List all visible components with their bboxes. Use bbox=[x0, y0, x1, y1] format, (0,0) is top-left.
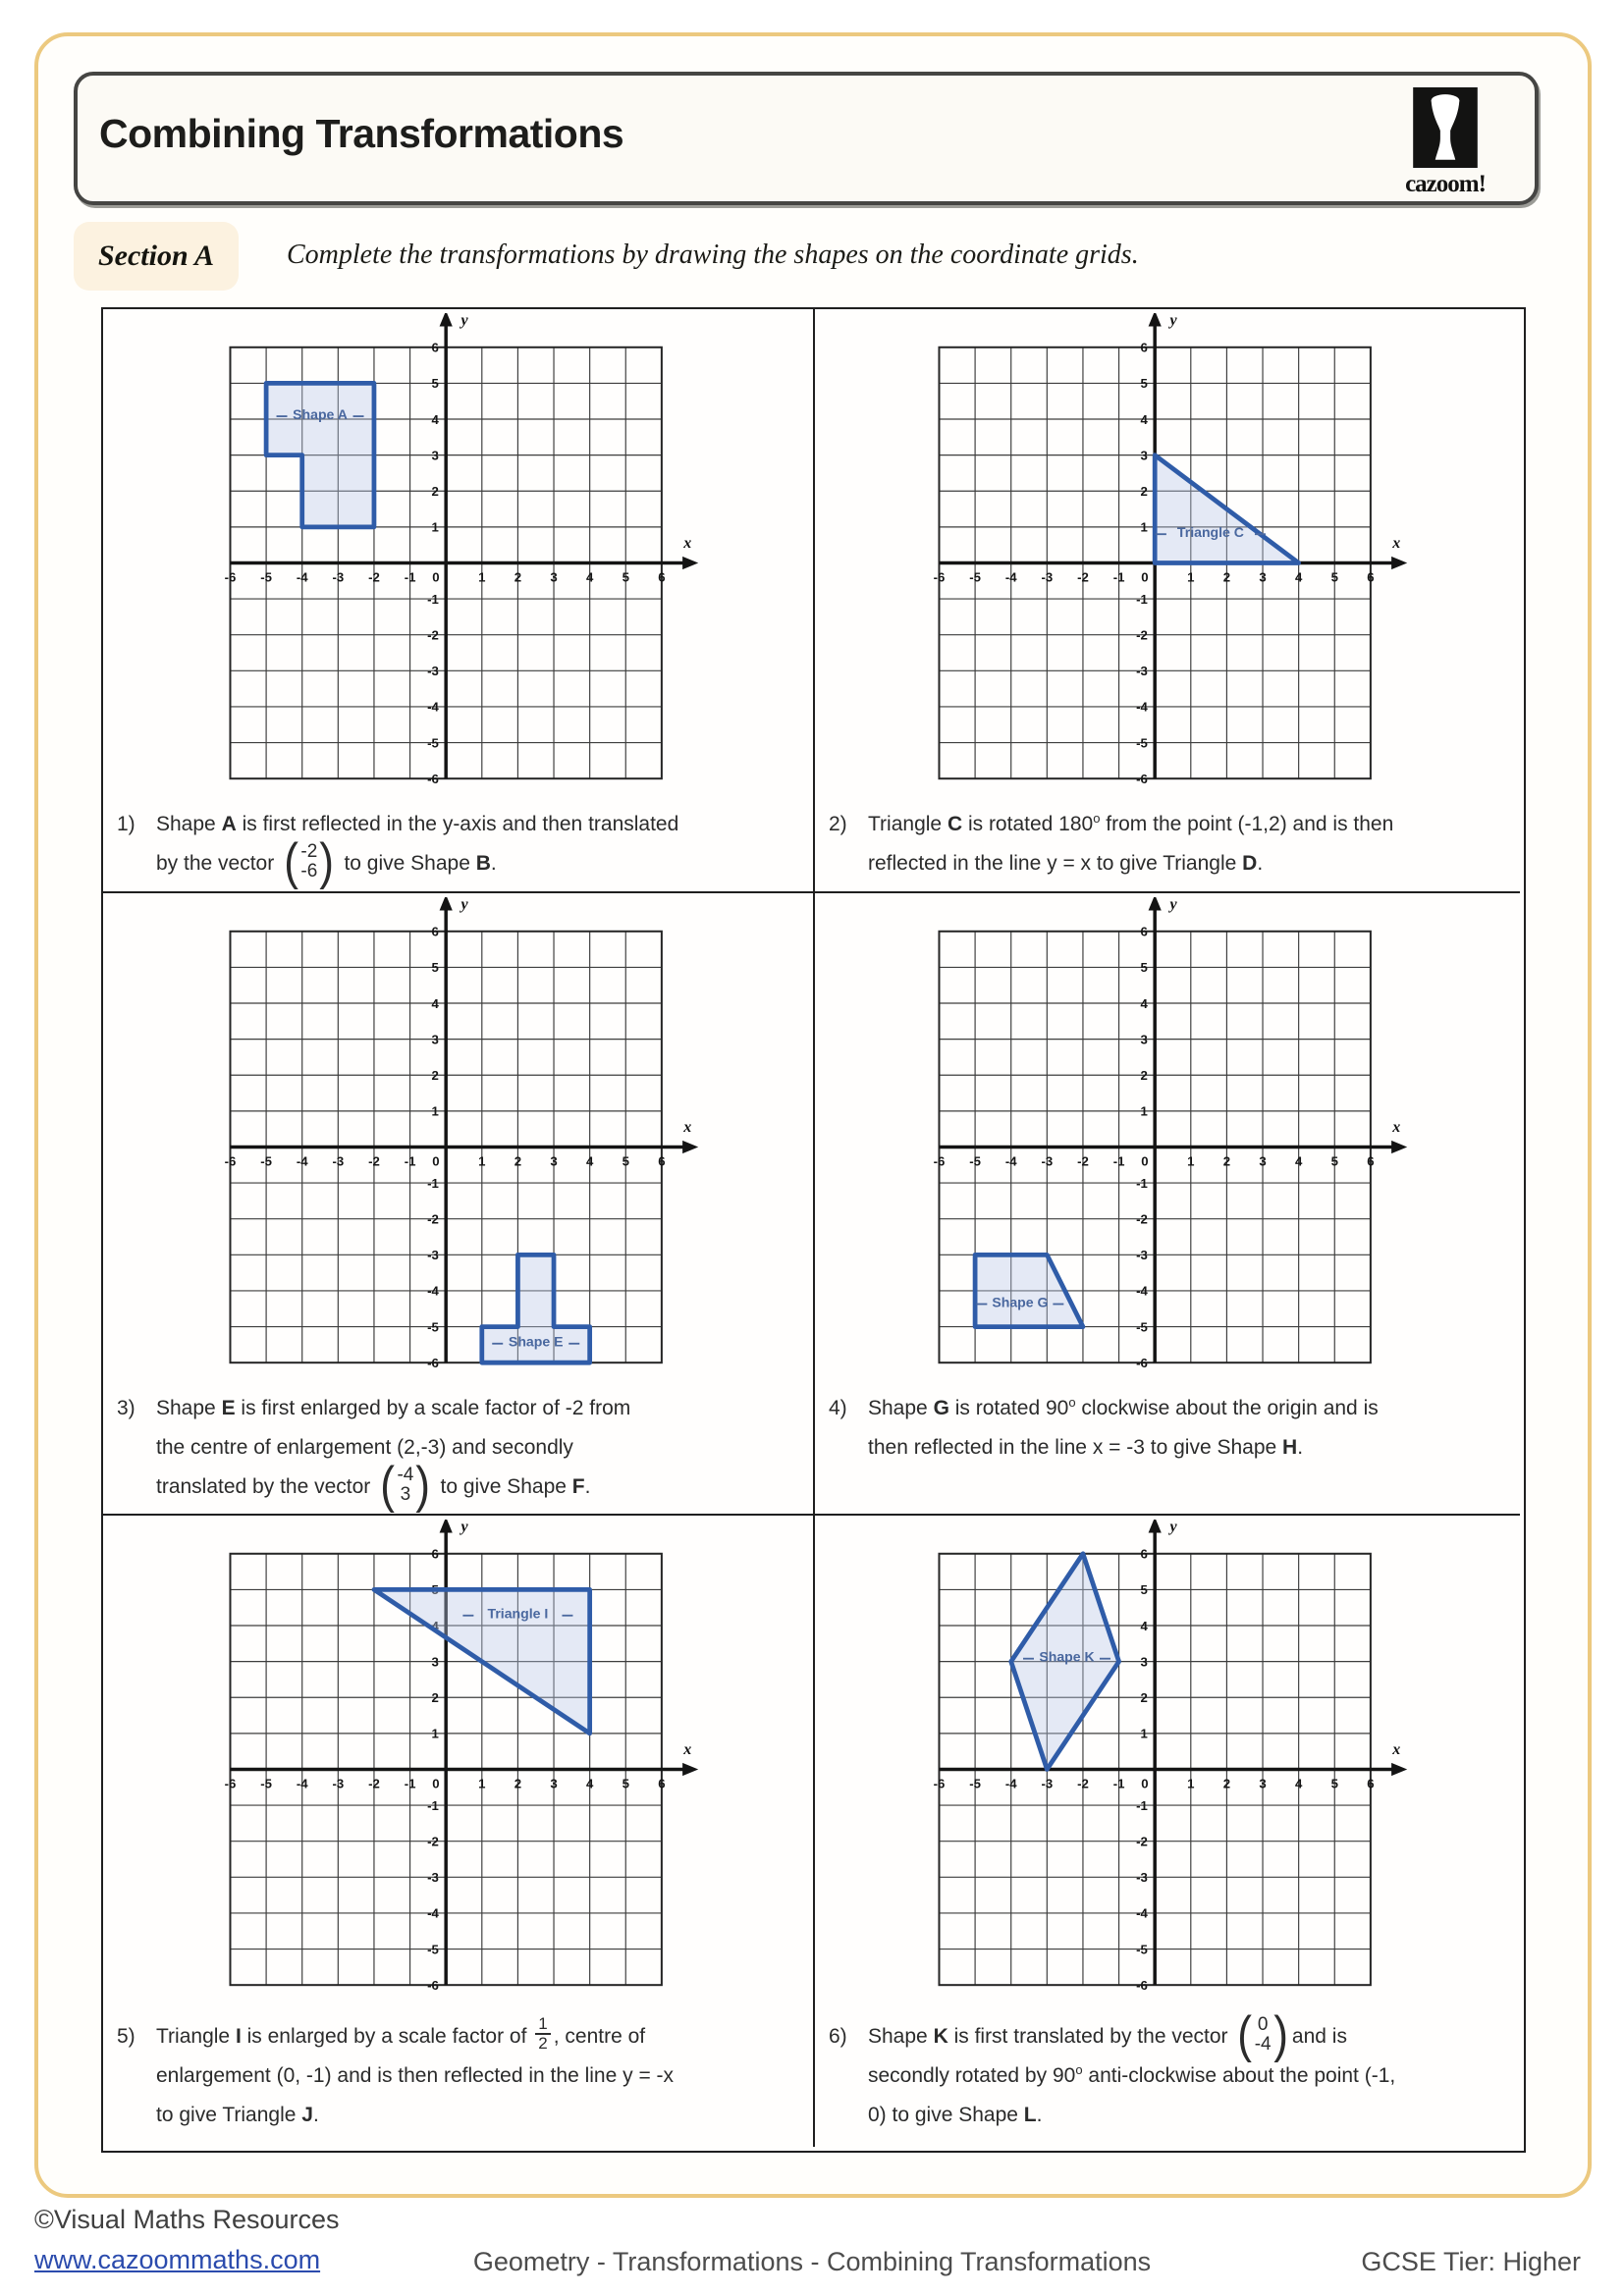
svg-text:-4 bbox=[296, 1777, 307, 1791]
cazoom-logo-text: cazoom! bbox=[1405, 171, 1486, 197]
svg-text:2 bbox=[514, 1777, 520, 1791]
header bbox=[74, 72, 1539, 205]
svg-text:-6 bbox=[427, 1356, 439, 1370]
question-number: 4) bbox=[829, 1397, 847, 1419]
svg-text:-2 bbox=[1077, 570, 1089, 585]
svg-text:0 bbox=[1141, 570, 1148, 585]
svg-text:4 bbox=[585, 1777, 593, 1791]
question-4 bbox=[829, 1389, 1395, 1468]
svg-text:-5 bbox=[969, 570, 981, 585]
svg-text:6 bbox=[658, 570, 665, 585]
x-axis-letter bbox=[682, 535, 691, 552]
svg-text:-1 bbox=[427, 1798, 439, 1813]
svg-text:6 bbox=[1367, 1154, 1374, 1169]
svg-text:-1 bbox=[1136, 1798, 1148, 1813]
svg-text:-6 bbox=[427, 772, 439, 786]
x-axis-letter bbox=[682, 1119, 691, 1136]
svg-text:2 bbox=[1223, 1777, 1230, 1791]
shape-name-label bbox=[1177, 524, 1244, 540]
svg-text:2 bbox=[431, 484, 438, 499]
panel-6 bbox=[815, 1516, 1520, 2147]
svg-text:-5 bbox=[260, 570, 272, 585]
svg-text:4 bbox=[585, 1154, 593, 1169]
grid-area bbox=[815, 1520, 1520, 1998]
svg-text:5 bbox=[1141, 376, 1148, 391]
svg-text:1 bbox=[431, 1104, 438, 1119]
svg-text:-2 bbox=[368, 1777, 380, 1791]
svg-text:-6 bbox=[934, 1777, 946, 1791]
y-axis-letter bbox=[1168, 313, 1178, 329]
y-axis-letter bbox=[459, 897, 468, 913]
svg-text:3 bbox=[550, 1154, 557, 1169]
question-number: 1) bbox=[117, 813, 135, 835]
svg-text:-2 bbox=[1136, 627, 1148, 642]
svg-text:-6 bbox=[224, 1154, 236, 1169]
coordinate-grid-5 bbox=[214, 1520, 703, 1998]
page-title: Combining Transformations bbox=[99, 111, 624, 156]
svg-text:5 bbox=[431, 960, 438, 975]
svg-text:4 bbox=[1141, 996, 1149, 1011]
svg-text:3 bbox=[431, 1654, 438, 1669]
svg-text:-1 bbox=[427, 592, 439, 607]
question-5 bbox=[117, 2014, 686, 2135]
svg-text:-4 bbox=[1136, 1284, 1148, 1299]
panel-1 bbox=[103, 309, 815, 893]
question-number: 2) bbox=[829, 813, 847, 835]
svg-text:-3 bbox=[427, 1248, 439, 1262]
svg-text:-5 bbox=[260, 1777, 272, 1791]
svg-text:3 bbox=[431, 448, 438, 462]
svg-text:-1 bbox=[1136, 1176, 1148, 1191]
cazoom-logo-icon bbox=[1413, 87, 1478, 168]
svg-text:-2 bbox=[1077, 1154, 1089, 1169]
svg-text:0 bbox=[1141, 1777, 1148, 1791]
svg-text:4 bbox=[1295, 570, 1303, 585]
panel-5 bbox=[103, 1516, 815, 2147]
svg-text:6 bbox=[1141, 1547, 1148, 1562]
svg-text:-3 bbox=[332, 1777, 344, 1791]
svg-text:1 bbox=[1141, 1727, 1148, 1741]
svg-text:-6 bbox=[1136, 772, 1148, 786]
svg-text:6 bbox=[431, 1547, 438, 1562]
footer-website-link[interactable]: www.cazoommaths.com bbox=[34, 2245, 321, 2274]
panel-2 bbox=[815, 309, 1520, 893]
svg-text:-6 bbox=[934, 570, 946, 585]
svg-text:-3 bbox=[1041, 1154, 1053, 1169]
question-text: Shape K is first translated by the vector ( 0 -4 ) and is secondly rotated by 90$^o$ anti-clockwise about the point (-1, 0) to give Shape L. bbox=[868, 2006, 1396, 2127]
svg-text:-2 bbox=[427, 1211, 439, 1226]
svg-text:1 bbox=[1141, 1104, 1148, 1119]
question-3 bbox=[117, 1389, 644, 1515]
svg-text:2 bbox=[1141, 1690, 1148, 1705]
svg-text:-4 bbox=[296, 570, 307, 585]
svg-text:4 bbox=[1141, 412, 1149, 427]
svg-text:-4 bbox=[1005, 1777, 1017, 1791]
svg-text:4 bbox=[1295, 1777, 1303, 1791]
svg-text:2 bbox=[431, 1068, 438, 1083]
svg-text:0 bbox=[432, 570, 439, 585]
svg-text:1 bbox=[1187, 570, 1194, 585]
x-axis-letter bbox=[1391, 535, 1400, 552]
svg-text:3 bbox=[1141, 448, 1148, 462]
svg-text:-6 bbox=[427, 1978, 439, 1993]
x-axis-letter bbox=[682, 1741, 691, 1758]
shape-name-label bbox=[487, 1606, 548, 1622]
shape-name-label bbox=[508, 1334, 563, 1350]
question-6 bbox=[829, 2006, 1415, 2135]
svg-text:-4 bbox=[427, 1284, 439, 1299]
svg-text:-5 bbox=[1136, 1942, 1148, 1956]
svg-text:-4 bbox=[427, 1906, 439, 1921]
svg-text:-2 bbox=[368, 1154, 380, 1169]
svg-text:1 bbox=[431, 520, 438, 535]
panel-3 bbox=[103, 893, 815, 1516]
svg-text:5 bbox=[1331, 1777, 1338, 1791]
svg-text:-4 bbox=[1005, 1154, 1017, 1169]
svg-text:-3 bbox=[1136, 664, 1148, 678]
svg-text:4 bbox=[1295, 1154, 1303, 1169]
svg-text:-5 bbox=[427, 735, 439, 750]
coordinate-grid-1 bbox=[214, 313, 703, 791]
footer-tier: GCSE Tier: Higher bbox=[1361, 2247, 1581, 2276]
footer-topic: Geometry - Transformations - Combining Transformations bbox=[472, 2247, 1152, 2276]
svg-text:-4 bbox=[427, 700, 439, 715]
cazoom-logo bbox=[1391, 87, 1499, 198]
svg-text:-1 bbox=[404, 1777, 415, 1791]
svg-text:6 bbox=[1367, 570, 1374, 585]
shape-a bbox=[266, 383, 374, 526]
svg-text:5 bbox=[1141, 1582, 1148, 1597]
svg-text:6 bbox=[1367, 1777, 1374, 1791]
svg-text:-3 bbox=[427, 664, 439, 678]
svg-text:6 bbox=[431, 341, 438, 355]
svg-text:2 bbox=[1141, 1068, 1148, 1083]
column-vector: ( 0 -4 ) bbox=[1237, 2006, 1288, 2064]
question-text: Shape E is first enlarged by a scale factor of -2 from the centre of enlargement (2,-3) and secondly translated by the vector ( -4 3 ) to give Shape F. bbox=[156, 1397, 631, 1515]
svg-text:5 bbox=[1331, 570, 1338, 585]
svg-text:3 bbox=[1259, 1154, 1266, 1169]
svg-text:3 bbox=[550, 570, 557, 585]
svg-text:5 bbox=[622, 1154, 628, 1169]
svg-text:1 bbox=[478, 570, 485, 585]
svg-text:-4 bbox=[1136, 1906, 1148, 1921]
svg-text:1 bbox=[431, 1727, 438, 1741]
svg-text:-1 bbox=[1136, 592, 1148, 607]
shape-name-label bbox=[1039, 1649, 1095, 1665]
question-1 bbox=[117, 805, 681, 891]
shape-name-label bbox=[293, 406, 348, 422]
svg-text:1 bbox=[1187, 1777, 1194, 1791]
section-instruction: Complete the transformations by drawing the shapes on the coordinate grids. bbox=[287, 240, 1139, 270]
svg-text:3 bbox=[431, 1032, 438, 1046]
svg-text:-3 bbox=[427, 1870, 439, 1885]
coordinate-grid-2 bbox=[923, 313, 1412, 791]
svg-text:3 bbox=[550, 1777, 557, 1791]
coordinate-grid-3 bbox=[214, 897, 703, 1375]
y-axis-letter bbox=[1168, 1520, 1178, 1535]
svg-text:-1 bbox=[1113, 1777, 1125, 1791]
coordinate-grid-6 bbox=[923, 1520, 1412, 1998]
svg-text:-1 bbox=[404, 570, 415, 585]
svg-text:3 bbox=[1259, 570, 1266, 585]
svg-text:-4 bbox=[1136, 700, 1148, 715]
svg-text:-5 bbox=[1136, 1319, 1148, 1334]
svg-text:-6 bbox=[224, 570, 236, 585]
svg-text:6 bbox=[658, 1777, 665, 1791]
grid-area bbox=[815, 313, 1520, 791]
svg-text:-6 bbox=[224, 1777, 236, 1791]
question-text: Triangle C is rotated 180$^o$ from the point (-1,2) and is then reflected in the line y = x to give Triangle D. bbox=[868, 811, 1394, 875]
svg-text:1 bbox=[1141, 520, 1148, 535]
svg-text:6 bbox=[1141, 341, 1148, 355]
x-axis-letter bbox=[1391, 1741, 1400, 1758]
svg-text:2 bbox=[1141, 484, 1148, 499]
svg-text:1 bbox=[478, 1777, 485, 1791]
svg-text:-5 bbox=[260, 1154, 272, 1169]
svg-text:4 bbox=[431, 412, 439, 427]
svg-text:3 bbox=[1259, 1777, 1266, 1791]
svg-text:5 bbox=[1331, 1154, 1338, 1169]
svg-text:-2 bbox=[1136, 1211, 1148, 1226]
svg-text:4 bbox=[585, 570, 593, 585]
svg-text:-3 bbox=[332, 570, 344, 585]
svg-text:-2 bbox=[1136, 1834, 1148, 1848]
svg-text:2 bbox=[431, 1690, 438, 1705]
shape-name-label bbox=[992, 1294, 1048, 1309]
footer-copyright: ©Visual Maths Resources bbox=[34, 2205, 340, 2234]
shape-g bbox=[975, 1255, 1083, 1326]
svg-text:-1 bbox=[404, 1154, 415, 1169]
question-number: 3) bbox=[117, 1397, 135, 1419]
svg-text:6 bbox=[658, 1154, 665, 1169]
y-axis-letter bbox=[459, 1520, 468, 1535]
svg-text:-4 bbox=[296, 1154, 307, 1169]
column-vector: ( -2 -6 ) bbox=[284, 833, 335, 891]
section-a-label: Section A bbox=[74, 222, 239, 291]
svg-text:6 bbox=[431, 925, 438, 939]
question-text: Shape A is first reflected in the y-axis and then translated by the vector ( -2 -6 ) to give Shape B. bbox=[156, 813, 679, 891]
svg-text:-5 bbox=[969, 1777, 981, 1791]
svg-text:-3 bbox=[332, 1154, 344, 1169]
column-vector: ( -4 3 ) bbox=[380, 1457, 431, 1515]
svg-text:2 bbox=[1223, 570, 1230, 585]
svg-text:-6 bbox=[1136, 1978, 1148, 1993]
svg-text:1 bbox=[1187, 1154, 1194, 1169]
svg-text:-6 bbox=[1136, 1356, 1148, 1370]
svg-text:4 bbox=[1141, 1619, 1149, 1633]
svg-text:-2 bbox=[368, 570, 380, 585]
fraction: $\frac{1}{2}$ bbox=[535, 2015, 550, 2053]
svg-text:2 bbox=[1223, 1154, 1230, 1169]
grid-area bbox=[815, 897, 1520, 1375]
questions-table bbox=[101, 307, 1526, 2153]
x-axis-letter bbox=[1391, 1119, 1400, 1136]
svg-text:-5 bbox=[427, 1942, 439, 1956]
panel-4 bbox=[815, 893, 1520, 1516]
svg-text:4 bbox=[431, 996, 439, 1011]
svg-text:-2 bbox=[1077, 1777, 1089, 1791]
svg-text:-3 bbox=[1136, 1248, 1148, 1262]
svg-text:5 bbox=[622, 1777, 628, 1791]
svg-text:6 bbox=[1141, 925, 1148, 939]
svg-text:-5 bbox=[969, 1154, 981, 1169]
coordinate-grid-4 bbox=[923, 897, 1412, 1375]
y-axis-letter bbox=[1168, 897, 1178, 913]
svg-text:-1 bbox=[1113, 570, 1125, 585]
svg-text:-6 bbox=[934, 1154, 946, 1169]
question-text: Shape G is rotated 90$^o$ clockwise about the origin and is then reflected in the line x = -3 to give Shape H. bbox=[868, 1395, 1379, 1459]
svg-text:-2 bbox=[427, 627, 439, 642]
svg-text:-3 bbox=[1041, 1777, 1053, 1791]
question-number: 5) bbox=[117, 2025, 135, 2048]
svg-text:1 bbox=[478, 1154, 485, 1169]
svg-text:5 bbox=[431, 376, 438, 391]
svg-text:0 bbox=[1141, 1154, 1148, 1169]
svg-text:-5 bbox=[427, 1319, 439, 1334]
svg-text:2 bbox=[514, 1154, 520, 1169]
svg-text:5 bbox=[622, 570, 628, 585]
svg-text:5 bbox=[1141, 960, 1148, 975]
grid-area bbox=[103, 897, 813, 1375]
question-text: Triangle I is enlarged by a scale factor of $\frac{1}{2}$ , centre of enlargement (0, -1) and is then reflected in the line y = -x to give Triangle J. bbox=[156, 2014, 675, 2126]
question-2 bbox=[829, 805, 1418, 883]
svg-text:-3 bbox=[1136, 1870, 1148, 1885]
question-number: 6) bbox=[829, 2025, 847, 2048]
svg-text:-5 bbox=[1136, 735, 1148, 750]
grid-area bbox=[103, 1520, 813, 1998]
svg-text:-2 bbox=[427, 1834, 439, 1848]
svg-text:3 bbox=[1141, 1654, 1148, 1669]
svg-text:0 bbox=[432, 1777, 439, 1791]
svg-text:-4 bbox=[1005, 570, 1017, 585]
y-axis-letter bbox=[459, 313, 468, 329]
svg-text:-3 bbox=[1041, 570, 1053, 585]
grid-area bbox=[103, 313, 813, 791]
svg-text:-1 bbox=[1113, 1154, 1125, 1169]
svg-text:2 bbox=[514, 570, 520, 585]
svg-text:0 bbox=[432, 1154, 439, 1169]
svg-text:3 bbox=[1141, 1032, 1148, 1046]
svg-text:-1 bbox=[427, 1176, 439, 1191]
